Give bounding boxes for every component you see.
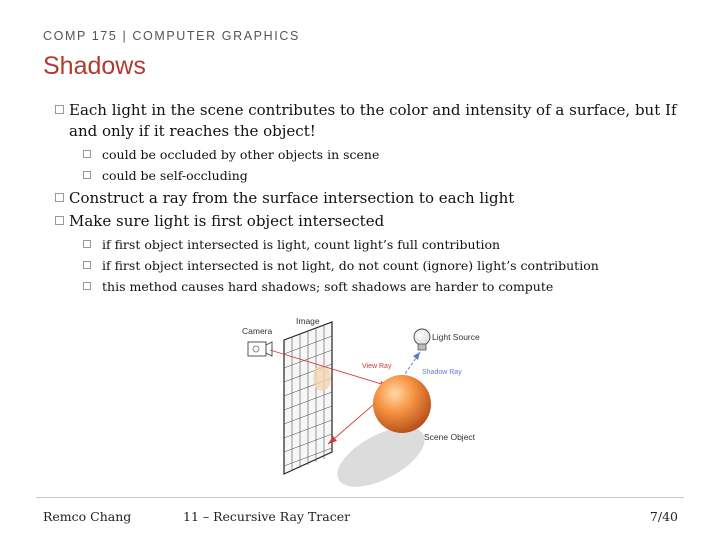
bullet-box-icon	[83, 240, 91, 248]
sub-bullet-item	[43, 276, 683, 297]
bullet-box-icon	[55, 216, 64, 225]
sub-bullet-text: could be occluded by other objects in scene	[102, 147, 380, 162]
light-bulb-icon	[414, 329, 430, 350]
bullet-box-icon	[83, 150, 91, 158]
sub-bullet-item	[43, 234, 683, 255]
bullet-box-icon	[55, 193, 64, 202]
bullet-item	[43, 188, 683, 209]
bullet-box-icon	[55, 105, 64, 114]
sub-bullet-text: this method causes hard shadows; soft shadows are harder to compute	[102, 279, 554, 294]
camera-label: Camera	[242, 326, 273, 336]
course-title: COMP 175 | COMPUTER GRAPHICS	[43, 29, 300, 43]
bullet-box-icon	[83, 261, 91, 269]
bullet-item	[43, 100, 683, 142]
footer-page-number: 7/40	[649, 509, 678, 524]
bullet-group	[43, 211, 683, 297]
bullet-box-icon	[83, 171, 91, 179]
shadow-ray-label: Shadow Ray	[422, 369, 462, 376]
sub-bullet-text: if first object intersected is not light, do not count (ignore) light’s contribution	[102, 258, 599, 273]
sub-bullet-text: if first object intersected is light, count light’s full contribution	[102, 237, 501, 252]
bullet-group	[43, 100, 683, 186]
image-plane	[284, 322, 332, 474]
bullet-list	[43, 100, 683, 299]
bullet-text: Each light in the scene contributes to the color and intensity of a surface, but If and only if it reaches the object!	[69, 101, 677, 140]
sub-bullet-text: could be self-occluding	[102, 168, 248, 183]
bullet-text: Make sure light is first object intersected	[69, 212, 385, 230]
ray-tracing-diagram	[236, 312, 480, 490]
footer-divider	[36, 497, 684, 498]
bullet-group	[43, 188, 683, 209]
scene-sphere	[373, 375, 431, 433]
image-label: Image	[296, 316, 320, 326]
scene-object-label: Scene Object	[424, 432, 476, 442]
light-source-label: Light Source	[432, 332, 480, 342]
bullet-box-icon	[83, 282, 91, 290]
sub-bullet-item	[43, 144, 683, 165]
view-ray-label: View Ray	[362, 363, 392, 370]
slide-title: Shadows	[43, 52, 146, 80]
camera-icon	[248, 342, 272, 356]
footer-author: Remco Chang	[43, 509, 132, 524]
sub-bullet-item	[43, 165, 683, 186]
footer-lecture-title: 11 – Recursive Ray Tracer	[183, 509, 351, 524]
sub-bullet-item	[43, 255, 683, 276]
bullet-item	[43, 211, 683, 232]
bullet-text: Construct a ray from the surface intersection to each light	[69, 189, 515, 207]
